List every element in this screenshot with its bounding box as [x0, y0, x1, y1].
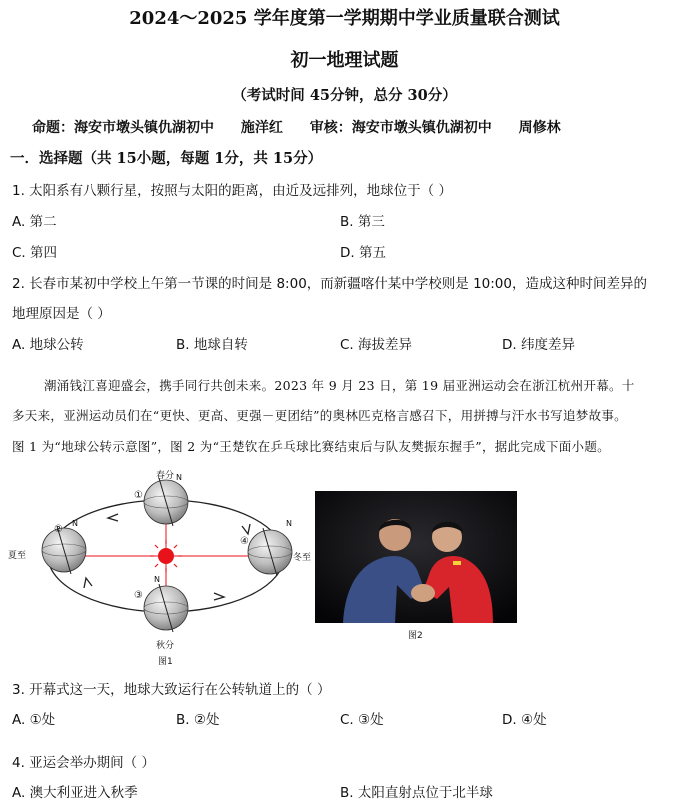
question-2-stem-line2: 地理原因是（ ） — [12, 306, 111, 322]
question-2-stem-line1: 2. 长春市某初中学校上午第一节课的时间是 8:00，而新疆喀什某中学校则是 10:00，造成这种时间差异的 — [12, 276, 647, 292]
passage-line-3: 图 1 为“地球公转示意图”，图 2 为“王楚钦在乒乓球比赛结束后与队友樊振东握手”，据此完成下面小题。 — [12, 439, 610, 454]
question-4-stem: 4. 亚运会举办期间（ ） — [12, 755, 155, 771]
handshake-photo — [315, 491, 517, 623]
exam-info: （考试时间 45分钟，总分 30分） — [232, 87, 457, 104]
question-2-option-d: D. 纬度差异 — [502, 337, 575, 353]
passage-line-2: 多天来，亚洲运动员们在“更快、更高、更强－更团结”的奥林匹克格言感召下，用拼搏与汗水书写追梦故事。 — [12, 408, 627, 423]
globe-winter-solstice — [248, 528, 292, 576]
question-4-option-a: A. 澳大利亚进入秋季 — [12, 785, 138, 801]
marker-2: ② — [54, 524, 63, 535]
question-2-option-c: C. 海拔差异 — [340, 337, 413, 353]
question-1-option-c: C. 第四 — [12, 245, 58, 261]
figure-2-caption: 图2 — [408, 631, 423, 641]
label-winter: 冬至 — [293, 553, 312, 563]
orbit-arrow-right — [242, 524, 250, 534]
marker-4: ④ — [240, 536, 249, 547]
label-n-summer: N — [72, 519, 78, 528]
earth-revolution-diagram — [6, 468, 312, 668]
marker-1: ① — [134, 490, 143, 501]
marker-3: ③ — [134, 590, 143, 601]
question-1-option-a: A. 第二 — [12, 214, 57, 230]
author-setter-name: 施洋红 — [240, 120, 283, 136]
author-reviewer-name: 周修林 — [518, 120, 561, 136]
sun — [158, 548, 174, 564]
label-autumn: 秋分 — [156, 641, 175, 651]
section-heading: 一．选择题（共 15小题，每题 1分，共 15分） — [10, 150, 323, 167]
orbit-arrow-bottom — [214, 593, 224, 600]
question-3-option-b: B. ②处 — [176, 712, 220, 728]
label-n-spring: N — [176, 473, 182, 482]
label-n-autumn: N — [154, 575, 160, 584]
label-summer: 夏至 — [8, 551, 27, 561]
authors-line — [32, 117, 583, 137]
question-3-option-d: D. ④处 — [502, 712, 547, 728]
question-1-option-b: B. 第三 — [340, 214, 385, 230]
exam-subtitle: 初一地理试题 — [290, 50, 399, 71]
label-spring: 春分 — [156, 471, 175, 481]
author-setter-school: 命题：海安市墩头镇仇湖初中 — [32, 120, 214, 136]
author-reviewer-school: 审核：海安市墩头镇仇湖初中 — [309, 120, 492, 136]
player-right-collar — [453, 561, 461, 565]
globe-summer-solstice — [42, 526, 86, 574]
question-1-option-d: D. 第五 — [340, 245, 386, 261]
question-4-option-b: B. 太阳直射点位于北半球 — [340, 785, 493, 801]
clasped-hands — [411, 584, 435, 602]
label-n-winter: N — [286, 519, 292, 528]
question-1-stem: 1. 太阳系有八颗行星，按照与太阳的距离，由近及远排列，地球位于（ ） — [12, 183, 452, 199]
question-2-option-a: A. 地球公转 — [12, 337, 84, 353]
figure-1-caption: 图1 — [158, 657, 173, 667]
exam-title: 2024～2025 学年度第一学期期中学业质量联合测试 — [129, 8, 560, 29]
orbit-arrow-left — [84, 578, 92, 588]
globe-autumn-equinox — [144, 584, 188, 632]
passage-line-1: 潮涌钱江喜迎盛会，携手同行共创未来。2023 年 9 月 23 日，第 19 届亚洲运动会在浙江杭州开幕。十 — [44, 378, 635, 393]
globe-spring-equinox — [144, 478, 188, 526]
question-2-option-b: B. 地球自转 — [176, 337, 248, 353]
question-3-option-a: A. ①处 — [12, 712, 56, 728]
question-3-stem: 3. 开幕式这一天，地球大致运行在公转轨道上的（ ） — [12, 682, 331, 698]
orbit-arrow-top — [108, 514, 118, 521]
question-3-option-c: C. ③处 — [340, 712, 384, 728]
